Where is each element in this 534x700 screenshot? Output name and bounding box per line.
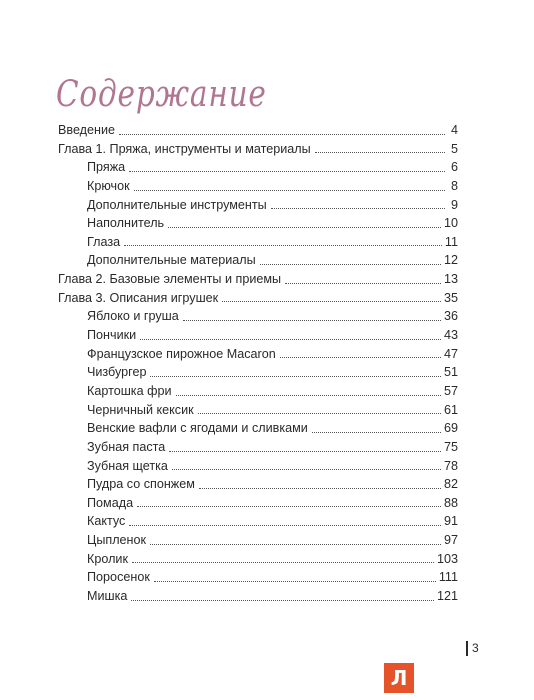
- toc-dot-leader: [154, 580, 436, 582]
- toc-entry-page: 9: [450, 197, 458, 212]
- toc-entry-page: 91: [443, 514, 458, 529]
- toc-entry-label: Французское пирожное Macaron: [87, 346, 276, 361]
- toc-entry[interactable]: [58, 494, 458, 513]
- toc-entry-label: Кролик: [87, 551, 128, 566]
- toc-dot-leader: [271, 207, 445, 209]
- toc-entry-page: 12: [443, 253, 458, 268]
- toc-entry[interactable]: [58, 382, 458, 401]
- toc-entry-label: Зубная щетка: [87, 458, 168, 473]
- page-number-box: [466, 640, 479, 656]
- toc-entry[interactable]: [58, 587, 458, 606]
- toc-entry[interactable]: [58, 345, 458, 364]
- page-title: Содержание: [56, 74, 267, 115]
- toc-entry-label: Пончики: [87, 328, 137, 343]
- toc-entry-page: 8: [450, 178, 458, 193]
- toc-entry-label: Глава 2. Базовые элементы и приемы: [58, 272, 282, 287]
- toc-dot-leader: [168, 226, 441, 228]
- toc-dot-leader: [172, 468, 441, 470]
- toc-entry-page: 121: [436, 589, 458, 604]
- toc-entry[interactable]: [58, 401, 458, 420]
- toc-dot-leader: [134, 189, 445, 191]
- toc-entry[interactable]: [58, 475, 458, 494]
- toc-entry[interactable]: [58, 233, 458, 252]
- toc-entry-page: 57: [443, 383, 458, 398]
- toc-entry-page: 82: [443, 477, 458, 492]
- toc-entry[interactable]: [58, 438, 458, 457]
- toc-entry-label: Черничный кексик: [87, 402, 194, 417]
- toc-entry-page: 88: [443, 495, 458, 510]
- toc-entry[interactable]: [58, 214, 458, 233]
- toc-entry-label: Глава 3. Описания игрушек: [58, 290, 219, 305]
- toc-dot-leader: [124, 244, 442, 246]
- toc-entry-page: 111: [438, 570, 458, 585]
- toc-entry-page: 47: [443, 346, 458, 361]
- toc-dot-leader: [176, 394, 441, 396]
- toc-dot-leader: [150, 543, 441, 545]
- toc-entry-page: 13: [443, 272, 458, 287]
- toc-entry[interactable]: [58, 419, 458, 438]
- toc-dot-leader: [198, 412, 441, 414]
- toc-entry-page: 11: [444, 234, 458, 249]
- toc-entry-label: Мишка: [87, 589, 128, 604]
- toc-dot-leader: [129, 524, 441, 526]
- toc-entry-page: 6: [450, 160, 458, 175]
- toc-entry-label: Зубная паста: [87, 439, 166, 454]
- toc-entry-label: Пряжа: [87, 160, 126, 175]
- toc-entry-label: Чизбургер: [87, 365, 147, 380]
- toc-entry[interactable]: [58, 251, 458, 270]
- toc-entry[interactable]: [58, 289, 458, 308]
- toc-entry-label: Пудра со спонжем: [87, 477, 195, 492]
- publisher-logo: Л: [384, 663, 414, 693]
- toc-entry-label: Введение: [58, 123, 116, 137]
- toc-entry[interactable]: [58, 568, 458, 587]
- toc-entry-label: Помада: [87, 495, 134, 510]
- toc-entry-page: 69: [443, 421, 458, 436]
- page-number-bar: [466, 641, 468, 656]
- toc-dot-leader: [280, 356, 441, 358]
- toc-entry-label: Наполнитель: [87, 216, 165, 231]
- toc-entry-label: Дополнительные материалы: [87, 253, 256, 268]
- toc-entry[interactable]: [58, 140, 458, 159]
- toc-dot-leader: [131, 599, 434, 601]
- toc-dot-leader: [260, 263, 441, 265]
- toc-dot-leader: [169, 450, 441, 452]
- toc-entry[interactable]: [58, 363, 458, 382]
- toc-entry[interactable]: [58, 158, 458, 177]
- toc-entry[interactable]: [58, 196, 458, 215]
- toc-entry-label: Поросенок: [87, 570, 150, 585]
- toc-entry-label: Яблоко и груша: [87, 309, 179, 324]
- toc-dot-leader: [222, 300, 441, 302]
- toc-dot-leader: [119, 133, 445, 135]
- toc-entry-page: 78: [443, 458, 458, 473]
- toc-entry-page: 4: [450, 123, 458, 137]
- toc-dot-leader: [129, 170, 445, 172]
- toc-entry-page: 103: [436, 551, 458, 566]
- toc-entry[interactable]: [58, 531, 458, 550]
- toc-entry-page: 75: [443, 439, 458, 454]
- toc-entry-label: Глава 1. Пряжа, инструменты и материалы: [58, 141, 311, 156]
- toc-dot-leader: [140, 338, 441, 340]
- toc-dot-leader: [183, 319, 441, 321]
- toc-entry-page: 10: [443, 216, 458, 231]
- toc-entry[interactable]: [58, 550, 458, 569]
- toc-entry-page: 5: [450, 141, 458, 156]
- toc-entry[interactable]: [58, 326, 458, 345]
- table-of-contents: [58, 121, 458, 606]
- toc-entry-page: 51: [443, 365, 458, 380]
- toc-entry-label: Цыпленок: [87, 533, 147, 548]
- toc-entry-label: Картошка фри: [87, 383, 172, 398]
- toc-entry-label: Дополнительные инструменты: [87, 197, 267, 212]
- toc-entry-page: 61: [443, 402, 458, 417]
- toc-entry[interactable]: [58, 270, 458, 289]
- toc-dot-leader: [150, 375, 441, 377]
- toc-entry-page: 97: [443, 533, 458, 548]
- toc-entry[interactable]: [58, 121, 458, 140]
- toc-dot-leader: [312, 431, 441, 433]
- toc-dot-leader: [132, 561, 434, 563]
- toc-entry[interactable]: [58, 307, 458, 326]
- toc-entry[interactable]: [58, 512, 458, 531]
- toc-entry-label: Венские вафли с ягодами и сливками: [87, 421, 308, 436]
- toc-dot-leader: [137, 505, 441, 507]
- toc-entry-label: Крючок: [87, 178, 130, 193]
- toc-dot-leader: [285, 282, 441, 284]
- page-number: 3: [472, 641, 479, 655]
- toc-entry-label: Глаза: [87, 234, 121, 249]
- toc-entry-page: 36: [443, 309, 458, 324]
- toc-dot-leader: [199, 487, 441, 489]
- toc-entry[interactable]: [58, 177, 458, 196]
- toc-entry[interactable]: [58, 457, 458, 476]
- toc-entry-label: Кактус: [87, 514, 126, 529]
- toc-dot-leader: [315, 151, 445, 153]
- toc-entry-page: 43: [443, 328, 458, 343]
- toc-entry-page: 35: [443, 290, 458, 305]
